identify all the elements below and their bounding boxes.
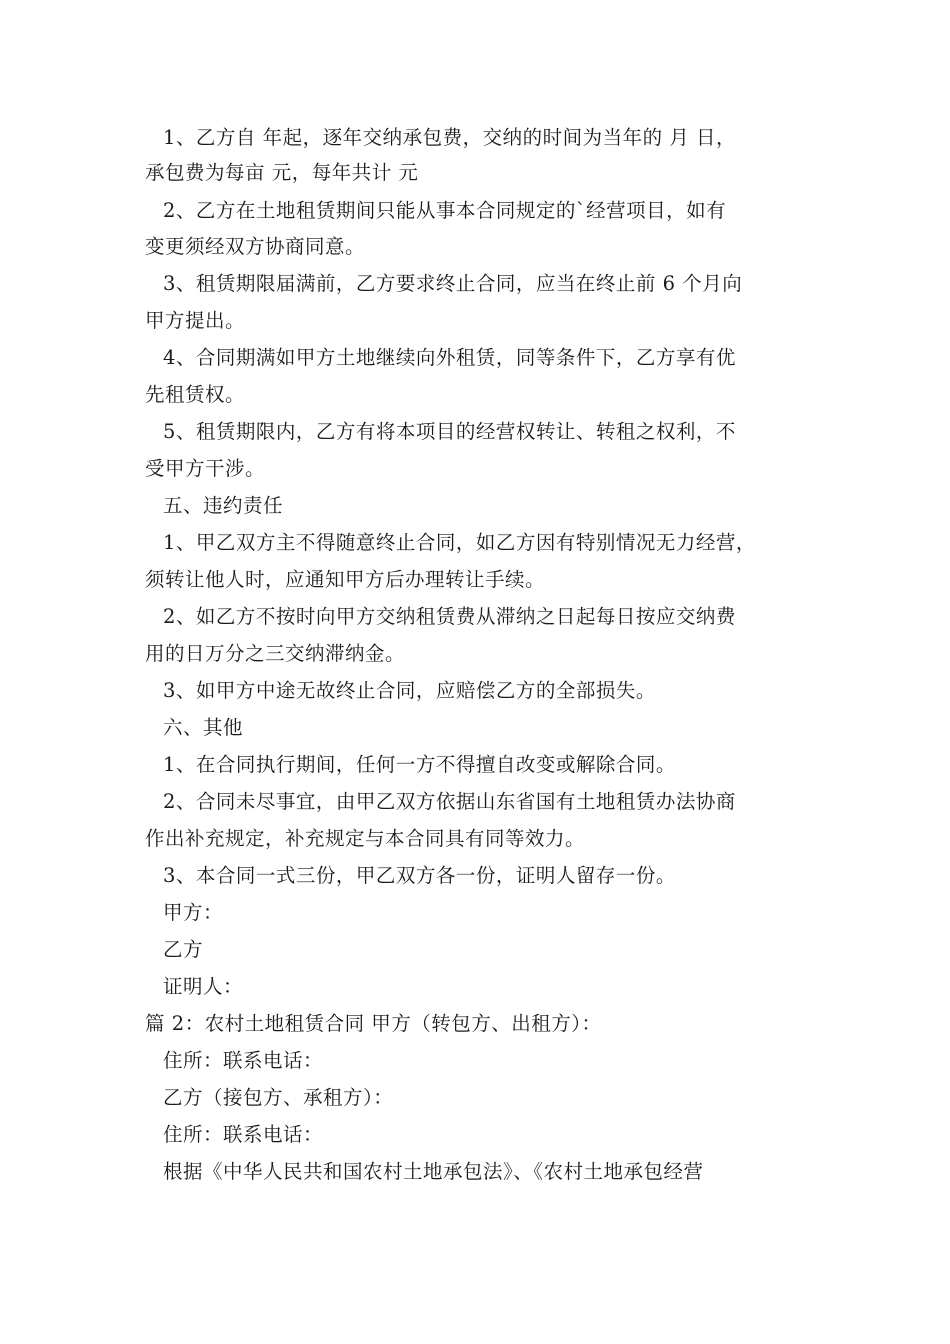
text-line: 甲方提出。 [145,309,246,332]
text-line: 3、租赁期限届满前，乙方要求终止合同，应当在终止前 6 个月向 [163,272,743,295]
text-line: 住所：联系电话： [163,1123,324,1146]
text-line: 4、合同期满如甲方土地继续向外租赁，同等条件下，乙方享有优 [163,346,736,369]
text-line: 3、本合同一式三份，甲乙双方各一份，证明人留存一份。 [163,864,676,887]
text-line: 用的日万分之三交纳滞纳金。 [145,642,406,665]
signature-label-party-b: 乙方 [163,938,204,961]
signature-label-witness: 证明人： [163,975,244,998]
text-line: 1、乙方自 年起，逐年交纳承包费，交纳的时间为当年的 月 日， [163,126,737,149]
text-line: 3、如甲方中途无故终止合同，应赔偿乙方的全部损失。 [163,679,656,702]
text-line: 2、乙方在土地租赁期间只能从事本合同规定的`经营项目，如有 [163,199,727,222]
text-line: 住所：联系电话： [163,1049,324,1072]
text-line: 根据《中华人民共和国农村土地承包法》、《农村土地承包经营 [163,1160,704,1183]
text-line: 2、合同未尽事宜，由甲乙双方依据山东省国有土地租赁办法协商 [163,790,736,813]
text-line: 作出补充规定，补充规定与本合同具有同等效力。 [145,827,586,850]
text-line: 先租赁权。 [145,383,246,406]
section-heading: 六、其他 [163,716,244,739]
signature-label-party-a: 甲方： [163,901,224,924]
text-line: 受甲方干涉。 [145,457,266,480]
text-line: 2、如乙方不按时向甲方交纳租赁费从滞纳之日起每日按应交纳费 [163,605,736,628]
section-heading: 五、违约责任 [163,494,284,517]
article-heading: 篇 2：农村土地租赁合同 甲方（转包方、出租方）： [145,1012,602,1035]
text-line: 1、在合同执行期间，任何一方不得擅自改变或解除合同。 [163,753,676,776]
text-line: 1、甲乙双方主不得随意终止合同，如乙方因有特别情况无力经营， [163,531,756,554]
text-line: 变更须经双方协商同意。 [145,235,366,258]
text-line: 乙方（接包方、承租方）： [163,1086,394,1109]
text-line: 须转让他人时，应通知甲方后办理转让手续。 [145,568,546,591]
text-line: 承包费为每亩 元，每年共计 元 [145,161,419,184]
text-line: 5、租赁期限内，乙方有将本项目的经营权转让、转租之权利，不 [163,420,736,443]
